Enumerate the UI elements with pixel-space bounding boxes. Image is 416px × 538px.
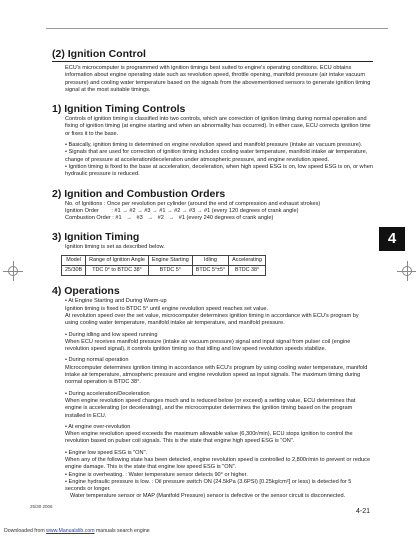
orders-note: No. of Ignitions : Once per revolution per cylinder (around the end of compression and exhaust strokes) [65,200,321,207]
footer-code: 25/30 2006 [30,504,53,509]
operation-heading: • Engine low speed ESG is "ON". [65,449,148,456]
operation-text: When engine revolution speed changes much and is reduced below (or exceed) a setting value, ECU determines that engine is accelerating (or decelerating), and the microcomputer determines the ignition timing based on the program installed in ECU. [65,397,356,419]
operation-text: Water temperature sensor or MAP (Manifold Pressure) sensor is defective or the sensor circuit is disconnected. [70,493,346,500]
table-header-row [62,255,266,265]
registration-mark-right [400,264,414,278]
operation-heading: • At Engine Starting and During Warm-up [65,298,167,305]
operation-heading: • During idling and low speed running [65,331,158,338]
operation-text: At revolution speed over the set value, microcomputer determines ignition timing in accordance with ECU's program by using cooling water temperature, manifold intake air temperature, and manifold pressure. [65,312,359,327]
operation-heading: • During normal operation [65,357,129,364]
operation-text: • Engine hydraulic pressure is low. : Oil pressure switch ON (24.5kPa (3.6PSI) [0.25kg/cm²] or less) is detected for 5 seconds or longer. [65,478,352,493]
operation-item [56,424,373,446]
table-cell: TDC 0° to BTDC 38° [86,266,149,276]
download-suffix: manuals search engine [94,528,150,534]
operation-text: When ECU receives manifold pressure (intake air vacuum pressure) signal and input signal from pulser coil (engine revolution speed signal), it controls ignition timing so that idling and low speed revolution speeds stabilize. [65,338,351,353]
manualslib-link[interactable]: www.Manualslib.com [46,528,95,534]
ignition-timing-table [61,255,266,277]
operation-heading: • At engine over-revolution [65,423,131,430]
section-ignition-control-body: ECU's microcomputer is programmed with ignition timings best suited to engine's operating conditions. ECU obtains information about engine operating state such as revolution speed, throttle opening, manifold pressure (air intake vacuum pressure) and cooling water temperature based on the signals from the abovementioned sensors to generate ignition timing signal at the most suitable timings. [65,65,371,93]
operation-heading: • During acceleration/Deceleration [65,390,150,397]
timing-bullet: • Ignition timing is fixed to the base at acceleration, deceleration, when high speed ESG is on, low speed ESG is on, or when hydraulic pressure is reduced. [65,163,373,178]
operation-text: When engine revolution speed exceeds the maximum allowable value (6,300r/min), ECU stops ignition to control the revolution based on pulser coil signals. This is the state that engine high speed ESG is "ON". [65,431,353,445]
combustion-order: Combustion Order : #1 → #3 → #2 → #1 (every 240 degrees of crank angle) [65,215,274,222]
operation-text: Ignition timing is fixed to BTDC 5° until engine revolution speed reaches set value. [65,305,269,312]
operation-item [56,450,373,501]
table-header-cell: Range of Ignition Angle [86,255,149,265]
timing-bullet: • Signals that are used for correction of ignition timing includes cooling water temperature, manifold intake air temperature, change of pressure at acceleration/deceleration under atmospheric pressure, and engine revolution speed. [65,149,368,163]
operation-item [56,357,373,386]
ignition-order: Ignition Order : #1 → #2 → #3 → #1 → #2 → #3 → #1 (every 120 degrees of crank angle) [65,207,299,214]
page-content [52,48,373,501]
section-ignition-timing-title: 3) Ignition Timing [52,231,140,244]
section-timing-controls-body: Controls of ignition timing is classified into two controls, which are correction of ignition timing during normal operation and fixing of ignition timing (at engine starting and when an abnormality has occurred). In either case, ECU corrects ignition time or fixes it to the base. [65,116,371,137]
top-rule [46,28,388,29]
table-header-cell: Model [62,255,86,265]
section-orders-title: 2) Ignition and Combustion Orders [52,187,226,200]
section-operations-title: 4) Operations [52,285,120,298]
table-header-cell: Idling [192,255,228,265]
table-row [62,266,266,276]
download-prefix: Downloaded from [4,528,47,534]
page-number: 4-21 [356,508,371,515]
operation-item [56,298,373,327]
operation-text: Microcomputer determines ignition timing in accordance with ECU's program by using cooling water temperature, manifold intake air temperature, atmospheric pressure and engine revolution speed as input signals. The maximum timing during normal operation is BTDC 38°. [65,364,368,386]
section-ignition-control-title: (2) Ignition Control [52,48,373,62]
operation-item [56,391,373,420]
table-header-cell: Engine Starting [148,255,192,265]
table-cell: BTDC 5°±5° [192,266,228,276]
operation-item [56,332,373,354]
table-cell: 25/30B [62,266,86,276]
table-cell: BTDC 5° [148,266,192,276]
table-header-cell: Accelerating [229,255,266,265]
table-cell: BTDC 38° [229,266,266,276]
timing-bullet: • Basically, ignition timing is determined on engine revolution speed and manifold pressure (intake air vacuum pressure). [65,142,363,149]
operation-text: When any of the following state has been detected, engine revolution speed is controlled to 2,800r/min to prevent or reduce engine damage. This is the state that engine low speed ESG is "ON". [65,456,371,471]
ignition-timing-intro: Ignition timing is set as described below. [65,244,165,251]
registration-mark-left [6,264,20,278]
section-timing-controls-title: 1) Ignition Timing Controls [52,103,186,116]
download-credit [4,528,150,534]
chapter-tab: 4 [379,227,405,251]
operation-text: • Engine is overheating. : Water temperature sensor detects 90° or higher. [65,471,248,478]
